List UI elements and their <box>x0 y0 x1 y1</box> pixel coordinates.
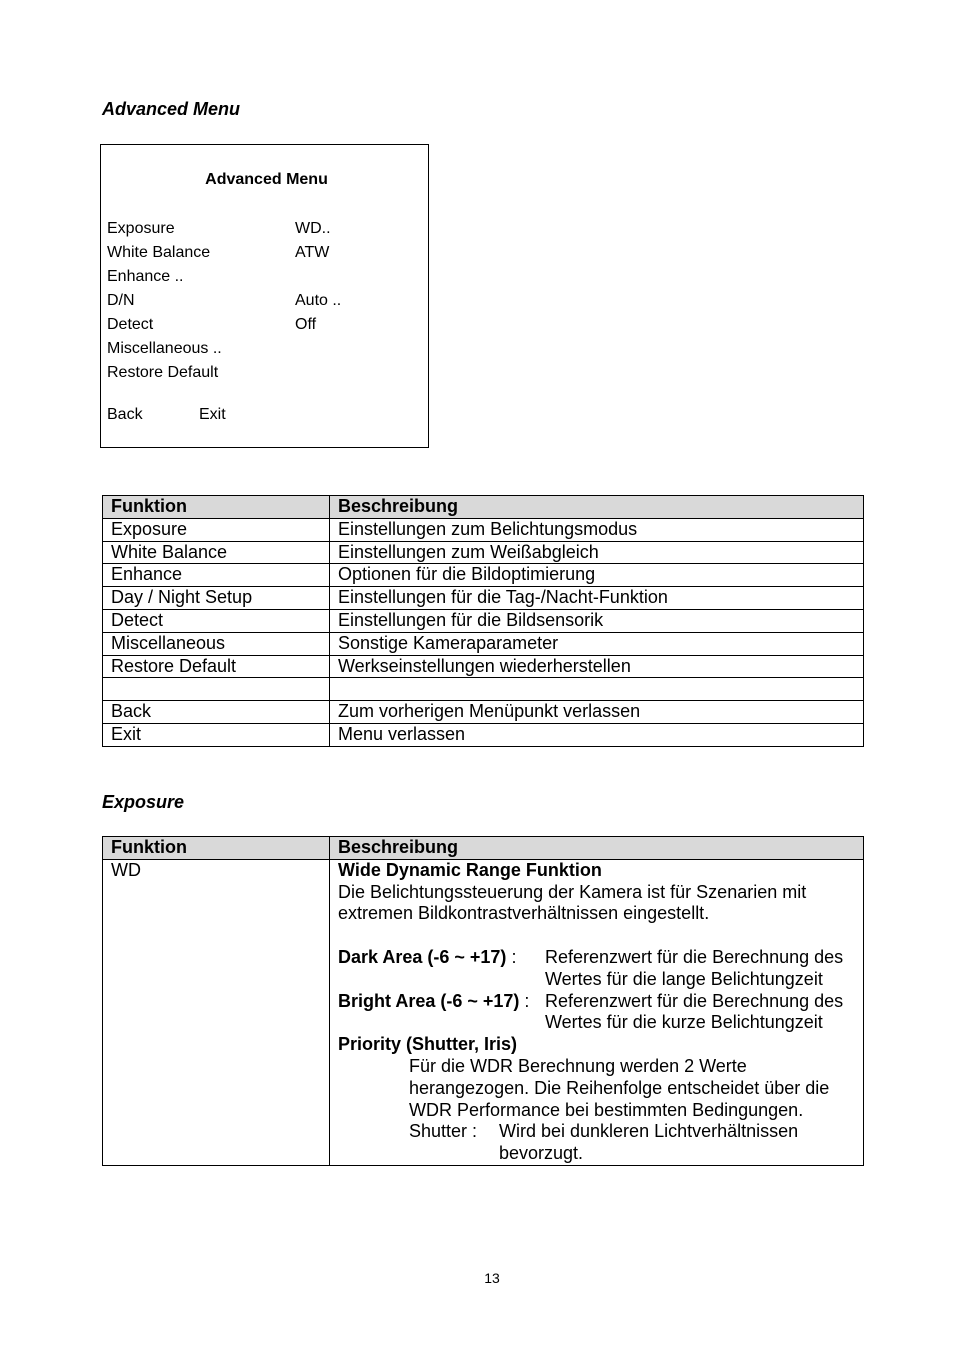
function-cell: Enhance <box>103 564 330 587</box>
description-cell <box>330 678 864 701</box>
dark-area-description: Referenzwert für die Berechnung des Wertes für die lange Belichtungzeit <box>545 946 844 989</box>
osd-back-label: Back <box>107 406 143 423</box>
function-cell: Detect <box>103 609 330 632</box>
bright-area-label: Bright Area (-6 ~ +17) <box>338 990 520 1011</box>
function-cell: Day / Night Setup <box>103 587 330 610</box>
wd-title: Wide Dynamic Range Funktion <box>338 859 602 880</box>
osd-item-label: Enhance .. <box>107 268 184 285</box>
description-cell: Einstellungen zum Belichtungsmodus <box>330 518 864 541</box>
osd-item-value: Auto .. <box>295 292 342 309</box>
page-number: 13 <box>484 1270 500 1286</box>
dark-area-definition <box>338 947 855 991</box>
bright-area-description: Referenzwert für die Berechnung des Wertes für die kurze Belichtungzeit <box>545 990 844 1033</box>
description-cell: Sonstige Kameraparameter <box>330 632 864 655</box>
shutter-label: Shutter : <box>409 1121 478 1142</box>
column-header: Funktion <box>103 837 330 860</box>
description-cell: Menu verlassen <box>330 723 864 746</box>
table-row <box>103 859 864 1165</box>
wd-intro: Die Belichtungssteuerung der Kamera ist für Szenarien mit extremen Bildkontrastverhältnissen eingestellt. <box>338 881 807 924</box>
description-cell <box>330 859 864 1165</box>
description-cell: Einstellungen zum Weißabgleich <box>330 541 864 564</box>
dark-area-separator: : <box>506 946 517 967</box>
function-cell: Exit <box>103 723 330 746</box>
priority-text: Für die WDR Berechnung werden 2 Werte herangezogen. Die Reihenfolge entscheidet über die WDR Performance bei bestimmten Bedingungen. <box>409 1055 830 1120</box>
table-row <box>103 564 864 587</box>
column-header: Beschreibung <box>330 496 864 519</box>
bright-area-definition <box>338 991 855 1035</box>
osd-menu-title: Advanced Menu <box>205 171 328 188</box>
table-row <box>103 701 864 724</box>
osd-item-label: Detect <box>107 316 154 333</box>
osd-item-label: White Balance <box>107 244 211 261</box>
function-cell: WD <box>103 859 330 1165</box>
description-cell: Optionen für die Bildoptimierung <box>330 564 864 587</box>
description-cell: Einstellungen für die Bildsensorik <box>330 609 864 632</box>
table-row <box>103 518 864 541</box>
exposure-function-table <box>102 836 864 1166</box>
table-row-empty <box>103 678 864 701</box>
description-cell: Einstellungen für die Tag-/Nacht-Funktion <box>330 587 864 610</box>
description-cell: Zum vorherigen Menüpunkt verlassen <box>330 701 864 724</box>
osd-item-label: Miscellaneous .. <box>107 340 222 357</box>
function-cell: White Balance <box>103 541 330 564</box>
dark-area-label: Dark Area (-6 ~ +17) <box>338 946 507 967</box>
osd-menu-box <box>100 144 429 448</box>
table-row <box>103 632 864 655</box>
function-cell: Miscellaneous <box>103 632 330 655</box>
column-header: Beschreibung <box>330 837 864 860</box>
shutter-text: Wird bei dunkleren Lichtverhältnissen bevorzugt. <box>499 1121 799 1164</box>
bright-area-separator: : <box>519 990 530 1011</box>
description-cell: Werkseinstellungen wiederherstellen <box>330 655 864 678</box>
table-row <box>103 587 864 610</box>
function-cell <box>103 678 330 701</box>
priority-title: Priority (Shutter, Iris) <box>338 1034 518 1055</box>
section-heading-exposure: Exposure <box>102 792 185 812</box>
osd-item-label: Exposure <box>107 220 175 237</box>
function-cell: Exposure <box>103 518 330 541</box>
shutter-definition <box>338 1121 855 1165</box>
function-cell: Restore Default <box>103 655 330 678</box>
column-header: Funktion <box>103 496 330 519</box>
table-row <box>103 609 864 632</box>
table-header-row <box>103 496 864 519</box>
osd-item-label: Restore Default <box>107 364 219 381</box>
section-heading-advanced-menu: Advanced Menu <box>102 99 241 119</box>
osd-item-label: D/N <box>107 292 135 309</box>
table-row <box>103 541 864 564</box>
osd-item-value: Off <box>295 316 317 333</box>
spacer <box>338 925 855 947</box>
table-row <box>103 723 864 746</box>
function-cell: Back <box>103 701 330 724</box>
osd-item-value: ATW <box>295 244 330 261</box>
table-row <box>103 655 864 678</box>
table-header-row <box>103 837 864 860</box>
osd-exit-label: Exit <box>199 406 226 423</box>
dark-area-term <box>338 947 545 991</box>
osd-item-value: WD.. <box>295 220 331 237</box>
advanced-menu-function-table <box>102 495 864 747</box>
bright-area-term <box>338 991 545 1035</box>
